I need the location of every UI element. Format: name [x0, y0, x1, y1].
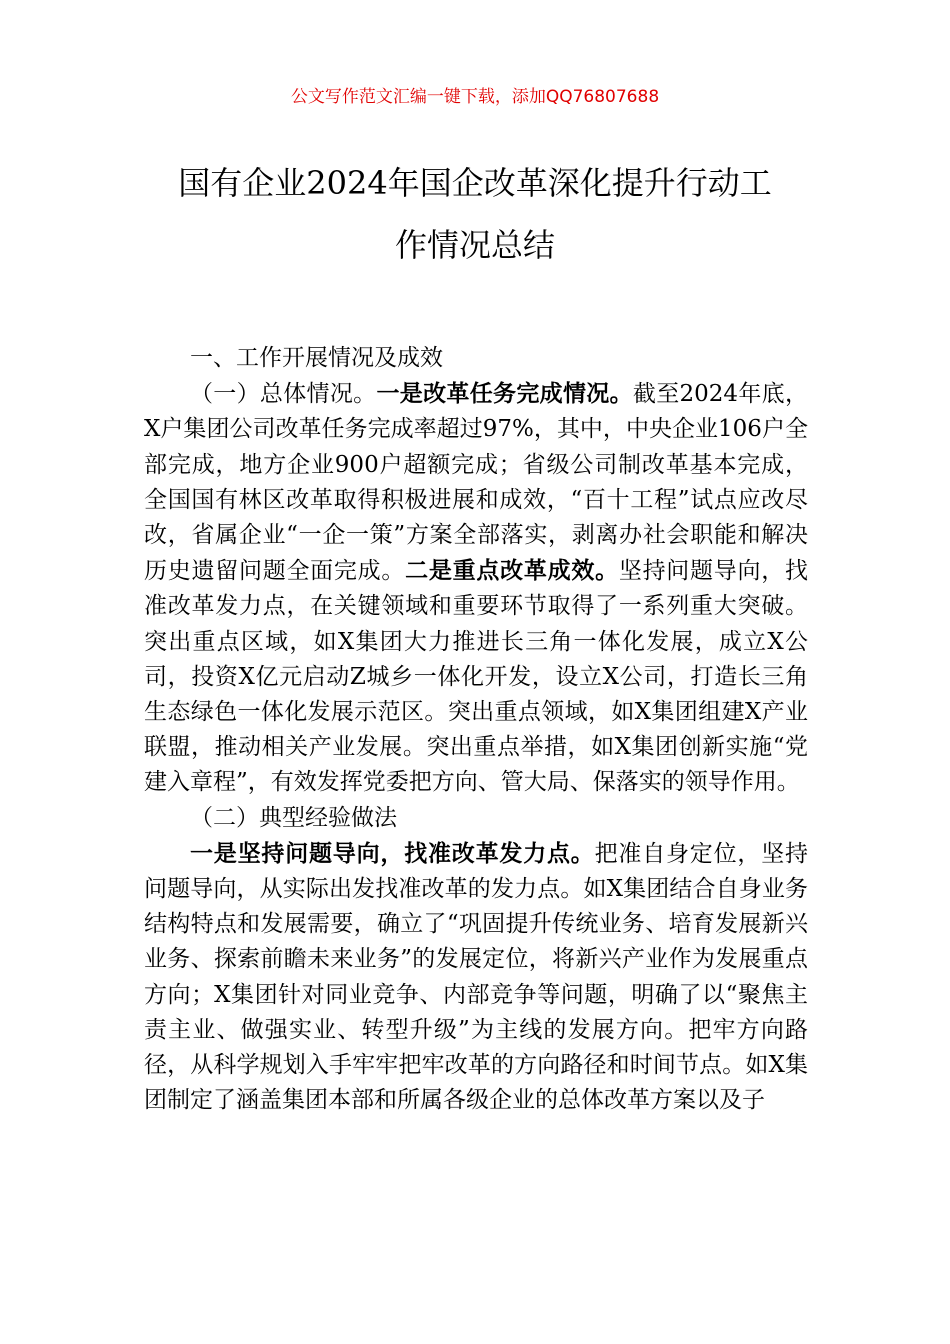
subsection-label: （一）总体情况。	[190, 381, 377, 408]
point-lead: 一是改革任务完成情况。	[376, 380, 633, 408]
paragraph-overall	[144, 376, 808, 800]
point-text: 截至2024年底，X户集团公司改革任务完成率超过97%，其中，中央企业106户全部完成，地方企业900户超额完成；省级公司制改革基本完成，全国国有林区改革取得积极进展和成效，“百十工程”试点应改尽改，省属企业“一企一策”方案全部落实，剥离办社会职能和解决历史遗留问题全面完成。	[144, 381, 808, 585]
title-line-1: 国有企业2024年国企改革深化提升行动工	[178, 164, 772, 202]
point-text: 把准自身定位，坚持问题导向，从实际出发找准改革的发力点。如X集团结合自身业务结构特点和发展需要，确立了“巩固提升传统业务、培育发展新兴业务、探索前瞻未来业务”的发展定位，将新兴产业作为发展重点方向；X集团针对同业竞争、内部竞争等问题，明确了以“聚焦主责主业、做强实业、转型升级”为主线的发展方向。把牢方向路径，从科学规划入手牢牢把牢改革的方向路径和时间节点。如X集团制定了涵盖集团本部和所属各级企业的总体改革方案以及子	[144, 840, 809, 1114]
document-title	[110, 152, 840, 276]
download-banner[interactable]: 公文写作范文汇编一键下载，添加QQ76807688	[290, 87, 660, 107]
section-heading: 一、工作开展情况及成效	[190, 345, 443, 371]
point-text: 坚持问题导向，找准改革发力点，在关键领域和重要环节取得了一系列重大突破。突出重点区域，如X集团大力推进长三角一体化发展，成立X公司，投资X亿元启动Z城乡一体化开发，设立X公司，打造长三角生态绿色一体化发展示范区。突出重点领域，如X集团组建X产业联盟，推动相关产业发展。突出重点举措，如X集团创新实施“党建入章程”，有效发挥党委把方向、管大局、保落实的领导作用。	[144, 558, 809, 796]
point-lead: 二是重点改革成效。	[405, 557, 619, 585]
title-line-2: 作情况总结	[394, 226, 555, 264]
subsection-heading: （二）典型经验做法	[190, 804, 397, 831]
point-lead: 一是坚持问题导向，找准改革发力点。	[190, 839, 595, 867]
document-body	[144, 341, 808, 1118]
paragraph-experience	[144, 836, 808, 1119]
